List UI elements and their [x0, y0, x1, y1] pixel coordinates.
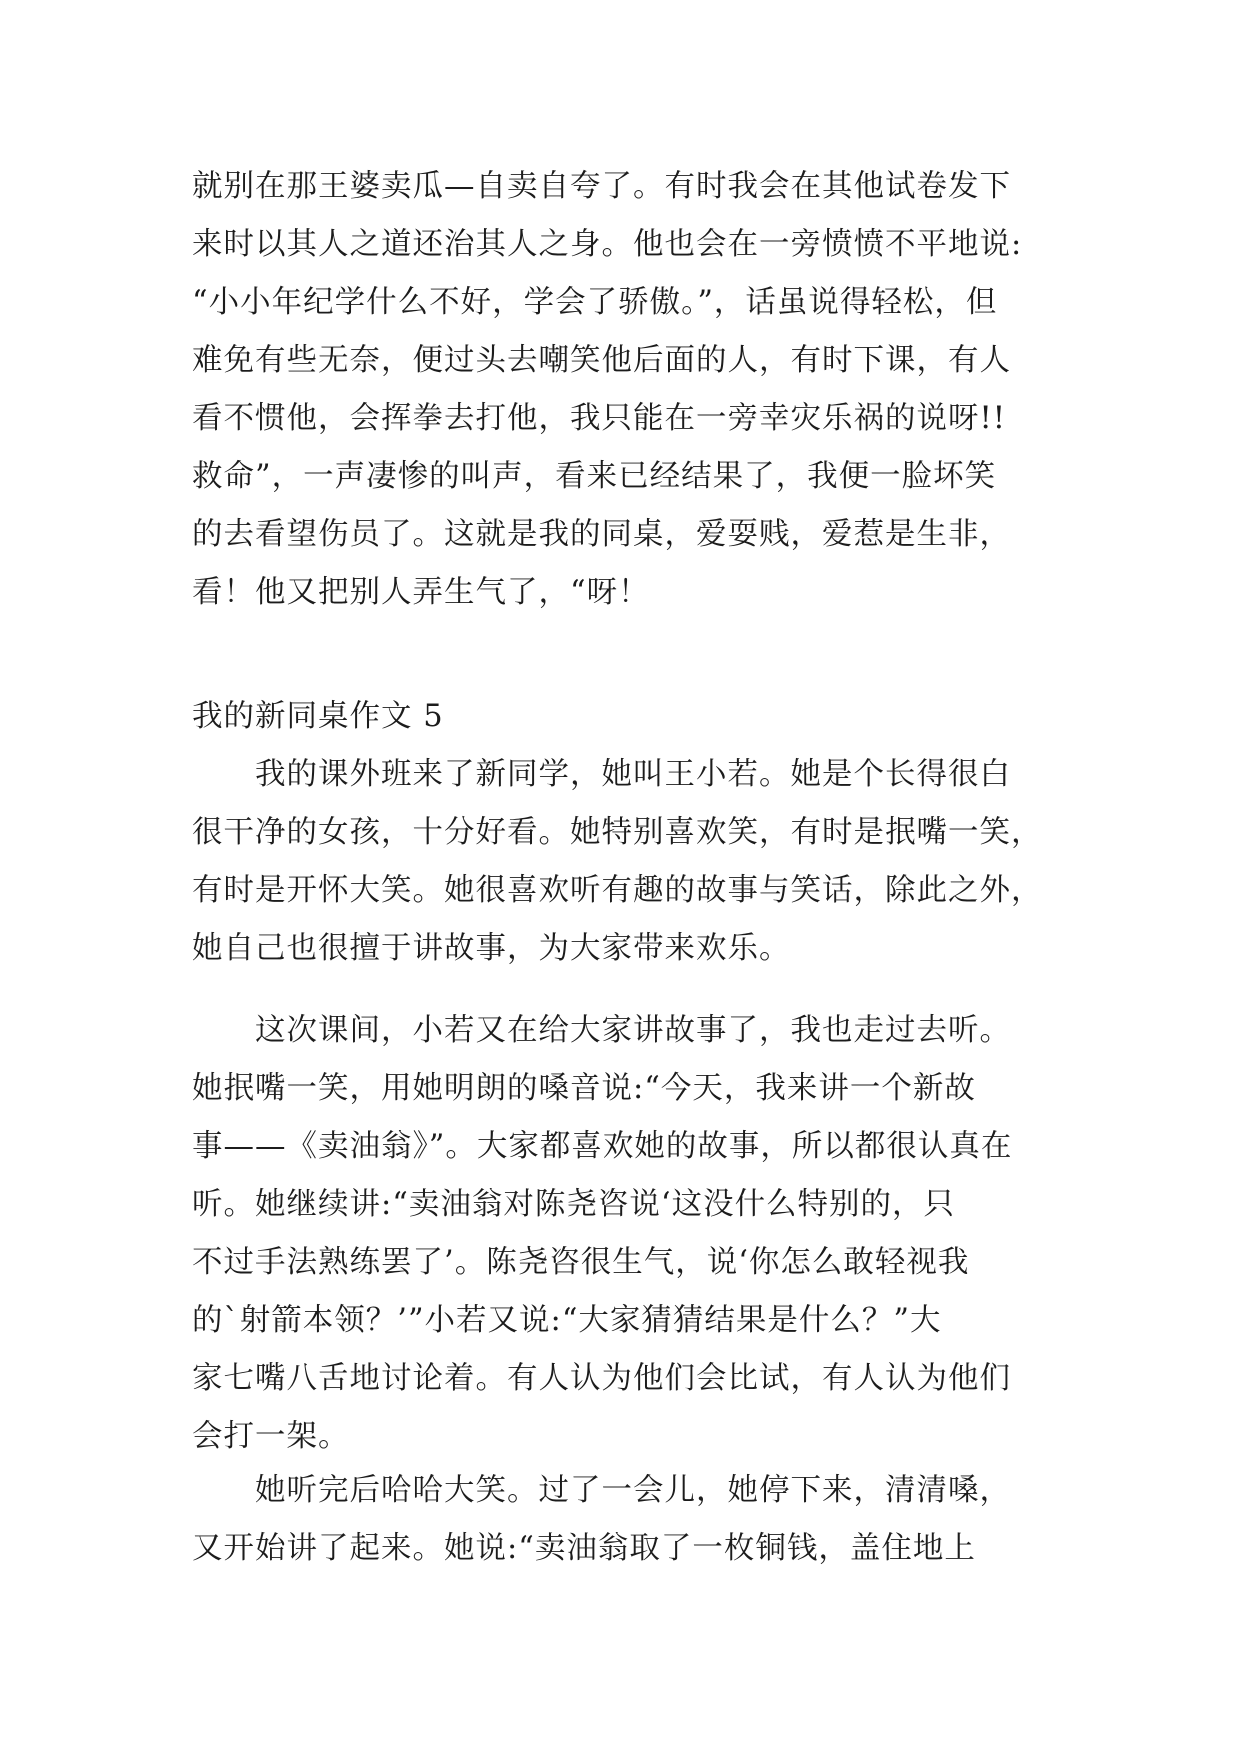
- text-line: 看不惯他，会挥拳去打他，我只能在一旁幸灾乐祸的说呀!!: [192, 401, 1007, 436]
- paragraph-3: [192, 1462, 1052, 1578]
- text-line: 她听完后哈哈大笑。过了一会儿，她停下来，清清嗓，: [192, 1473, 1011, 1508]
- section-heading: 我的新同桌作文 5: [192, 699, 444, 734]
- text-line: 这次课间，小若又在给大家讲故事了，我也走过去听。: [192, 1013, 1011, 1048]
- text-line: 的`射箭本领？’”小若又说:“大家猜猜结果是什么？”大: [192, 1303, 942, 1338]
- text-line: 难免有些无奈，便过头去嘲笑他后面的人，有时下课，有人: [192, 343, 1011, 378]
- text-line: 很干净的女孩，十分好看。她特别喜欢笑，有时是抿嘴一笑，: [192, 815, 1043, 850]
- text-line: 不过手法熟练罢了’。陈尧咨很生气，说‘你怎么敢轻视我: [192, 1245, 970, 1280]
- paragraph-2: [192, 1002, 1052, 1466]
- text-line: 家七嘴八舌地讨论着。有人认为他们会比试，有人认为他们: [192, 1361, 1011, 1396]
- text-line: 来时以其人之道还治其人之身。他也会在一旁愤愤不平地说:: [192, 227, 1023, 262]
- text-line: 她自己也很擅于讲故事，为大家带来欢乐。: [192, 931, 791, 966]
- text-line: “小小年纪学什么不好，学会了骄傲。”，话虽说得轻松，但: [192, 285, 998, 320]
- text-line: 就别在那王婆卖瓜—自卖自夸了。有时我会在其他试卷发下: [192, 169, 1011, 204]
- text-line: 救命”，一声凄惨的叫声，看来已经结果了，我便一脸坏笑: [192, 459, 997, 494]
- text-line: 她抿嘴一笑，用她明朗的嗓音说:“今天，我来讲一个新故: [192, 1071, 976, 1106]
- text-line: 会打一架。: [192, 1419, 350, 1454]
- text-line: 又开始讲了起来。她说:“卖油翁取了一枚铜钱，盖住地上: [192, 1531, 976, 1566]
- text-line: 听。她继续讲:“卖油翁对陈尧咨说‘这没什么特别的，只: [192, 1187, 956, 1222]
- section-1-text: [192, 158, 1052, 622]
- text-line: 我的课外班来了新同学，她叫王小若。她是个长得很白: [192, 757, 1011, 792]
- text-line: 看！他又把别人弄生气了，“呀！: [192, 575, 650, 610]
- text-line: 有时是开怀大笑。她很喜欢听有趣的故事与笑话，除此之外，: [192, 873, 1043, 908]
- text-line: 的去看望伤员了。这就是我的同桌，爱耍贱，爱惹是生非，: [192, 517, 1011, 552]
- text-line: 事——《卖油翁》”。大家都喜欢她的故事，所以都很认真在: [192, 1129, 1013, 1164]
- paragraph-1: [192, 746, 1052, 978]
